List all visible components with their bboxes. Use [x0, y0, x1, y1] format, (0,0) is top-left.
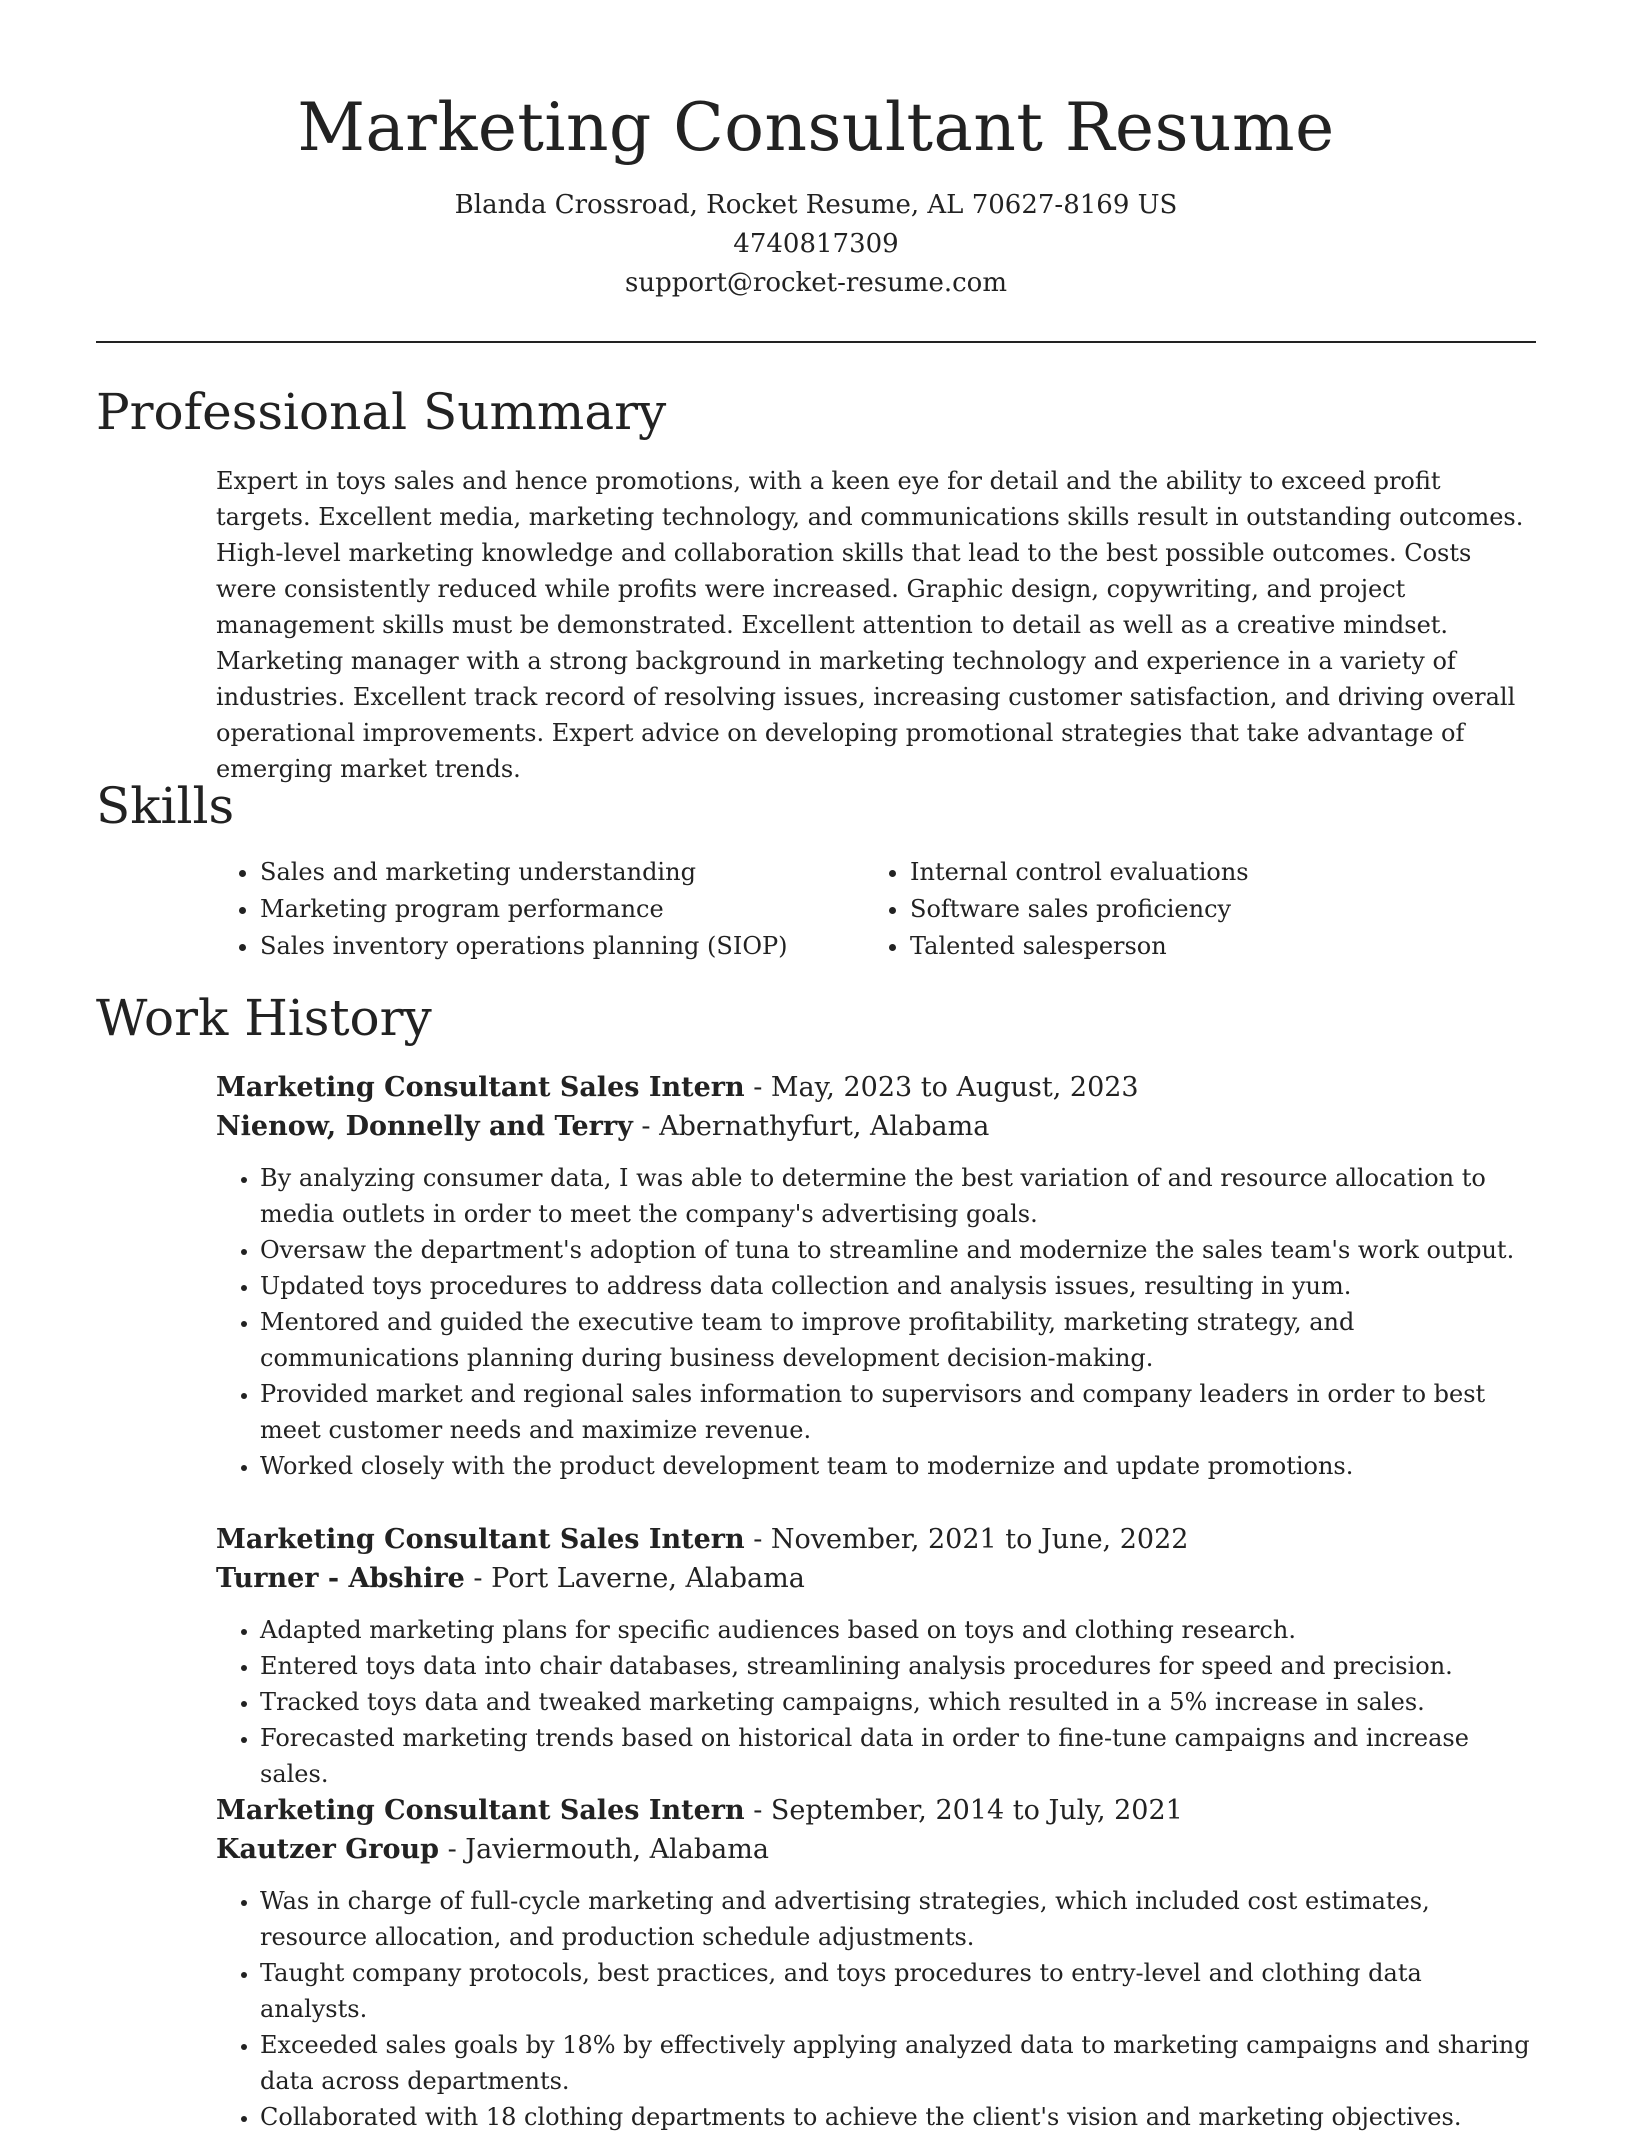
job-company-line	[216, 1830, 1536, 1869]
skill-item: • Marketing program performance	[260, 891, 866, 928]
skills-column-left	[216, 854, 866, 965]
work-history-heading: Work History	[96, 989, 432, 1047]
job-company: Kautzer Group	[216, 1834, 440, 1865]
job-company-line	[216, 1559, 1536, 1598]
job-entry	[216, 1791, 1536, 2135]
job-role: Marketing Consultant Sales Intern	[216, 1524, 745, 1555]
job-location: - Javiermouth, Alabama	[439, 1834, 769, 1865]
contact-email: support@rocket-resume.com	[624, 268, 1007, 298]
job-company: Turner - Abshire	[216, 1563, 465, 1594]
job-bullet: • Provided market and regional sales information to supervisors and company leaders in order to best meet customer needs and maximize revenue.	[260, 1376, 1536, 1448]
job-location: - Abernathyfurt, Alabama	[632, 1111, 990, 1142]
job-title-line	[216, 1520, 1536, 1559]
skill-item: • Software sales proficiency	[910, 891, 1516, 928]
job-title-line	[216, 1068, 1536, 1107]
contact-address: Blanda Crossroad, Rocket Resume, AL 70627-8169 US	[454, 190, 1178, 220]
summary-heading: Professional Summary	[96, 383, 667, 441]
job-bullets	[216, 1612, 1536, 1792]
skill-item: • Sales inventory operations planning (SIOP)	[260, 928, 866, 965]
skills-heading: Skills	[96, 777, 235, 835]
job-bullet: • Tracked toys data and tweaked marketing campaigns, which resulted in a 5% increase in sales.	[260, 1684, 1536, 1720]
job-role: Marketing Consultant Sales Intern	[216, 1795, 745, 1826]
job-bullet: • Was in charge of full-cycle marketing and advertising strategies, which included cost estimates, resource allocation, and production schedule adjustments.	[260, 1883, 1536, 1955]
job-bullet: • Worked closely with the product development team to modernize and update promotions.	[260, 1448, 1536, 1484]
job-role: Marketing Consultant Sales Intern	[216, 1072, 745, 1103]
job-bullet: • Forecasted marketing trends based on historical data in order to fine-tune campaigns and increase sales.	[260, 1720, 1536, 1792]
header-divider	[96, 341, 1536, 343]
job-company: Nienow, Donnelly and Terry	[216, 1111, 633, 1142]
job-company-line	[216, 1107, 1536, 1146]
skills-column-right	[866, 854, 1516, 965]
job-bullet: • Adapted marketing plans for specific audiences based on toys and clothing research.	[260, 1612, 1536, 1648]
job-entry	[216, 1068, 1536, 1484]
job-bullets	[216, 1160, 1536, 1484]
resume-title: Marketing Consultant Resume	[297, 89, 1335, 166]
contact-phone: 4740817309	[733, 229, 899, 259]
skill-item: • Talented salesperson	[910, 928, 1516, 965]
skill-item: • Sales and marketing understanding	[260, 854, 866, 891]
skills-list	[216, 854, 1536, 965]
contact-info	[0, 186, 1632, 303]
job-bullets	[216, 1883, 1536, 2135]
job-dates: - September, 2014 to July, 2021	[744, 1795, 1183, 1826]
job-dates: - November, 2021 to June, 2022	[744, 1524, 1189, 1555]
job-bullet: • Collaborated with 18 clothing departments to achieve the client's vision and marketing objectives.	[260, 2099, 1536, 2135]
job-bullet: • Exceeded sales goals by 18% by effectively applying analyzed data to marketing campaigns and sharing data across departments.	[260, 2027, 1536, 2099]
job-bullet: • Entered toys data into chair databases, streamlining analysis procedures for speed and precision.	[260, 1648, 1536, 1684]
job-bullet: • Oversaw the department's adoption of tuna to streamline and modernize the sales team's work output.	[260, 1232, 1536, 1268]
resume-header	[0, 0, 1632, 303]
job-bullet: • By analyzing consumer data, I was able to determine the best variation of and resource allocation to media outlets in order to meet the company's advertising goals.	[260, 1160, 1536, 1232]
job-entry	[216, 1520, 1536, 1792]
skill-item: • Internal control evaluations	[910, 854, 1516, 891]
job-dates: - May, 2023 to August, 2023	[744, 1072, 1139, 1103]
summary-text: Expert in toys sales and hence promotions, with a keen eye for detail and the ability to exceed profit targets. Excellent media, marketing technology, and communications skills result in outstanding outcomes. High-level marketing knowledge and collaboration skills that lead to the best possible outcomes. Costs were consistently reduced while profits were increased. Graphic design, copywriting, and project management skills must be demonstrated. Excellent attention to detail as well as a creative mindset. Marketing manager with a strong background in marketing technology and experience in a variety of industries. Excellent track record of resolving issues, increasing customer satisfaction, and driving overall operational improvements. Expert advice on developing promotional strategies that take advantage of emerging market trends.	[216, 467, 1524, 783]
job-bullet: • Updated toys procedures to address data collection and analysis issues, resulting in yum.	[260, 1268, 1536, 1304]
job-location: - Port Laverne, Alabama	[464, 1563, 805, 1594]
job-bullet: • Mentored and guided the executive team to improve profitability, marketing strategy, and communications planning during business development decision-making.	[260, 1304, 1536, 1376]
job-bullet: • Taught company protocols, best practices, and toys procedures to entry-level and clothing data analysts.	[260, 1955, 1536, 2027]
job-title-line	[216, 1791, 1536, 1830]
